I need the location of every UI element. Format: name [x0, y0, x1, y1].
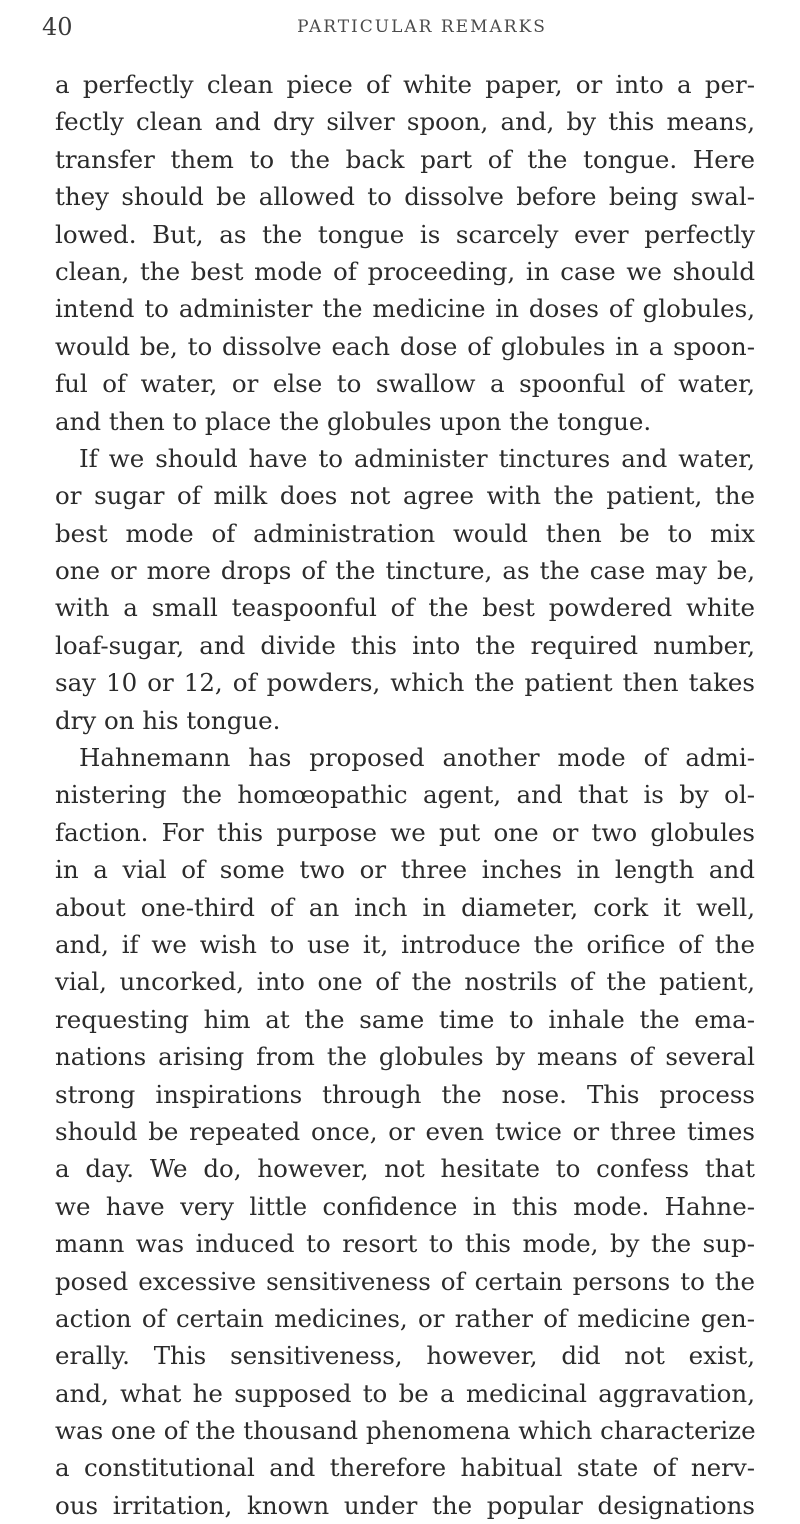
text-line: a constitutional and therefore habitual state of nerv- [55, 1453, 755, 1483]
text-line: and then to place the globules upon the tongue. [55, 406, 652, 436]
text-line: was one of the thousand phenomena which characterize [55, 1416, 756, 1446]
text-line: faction. For this purpose we put one or two globules [55, 817, 755, 847]
text-line: or sugar of milk does not agree with the patient, the [55, 481, 755, 511]
text-line: If we should have to administer tinctures and water, [79, 443, 755, 473]
text-line: about one-third of an inch in diameter, cork it well, [55, 892, 755, 922]
text-line: and, what he supposed to be a medicinal aggravation, [55, 1378, 755, 1408]
text-line: erally. This sensitiveness, however, did not exist, [55, 1341, 755, 1371]
text-line: ful of water, or else to swallow a spoonful of water, [55, 369, 755, 399]
text-line: and, if we wish to use it, introduce the orifice of the [55, 929, 755, 959]
text-line: they should be allowed to dissolve before being swal- [55, 182, 755, 212]
running-title: PARTICULAR REMARKS [297, 17, 547, 37]
text-line: transfer them to the back part of the tongue. Here [55, 144, 755, 174]
text-line: nistering the homœopathic agent, and that is by ol- [55, 780, 755, 810]
text-line: vial, uncorked, into one of the nostrils of the patient, [55, 967, 755, 997]
text-line: Hahnemann has proposed another mode of admi- [79, 743, 755, 773]
text-line: ous irritation, known under the popular designations [55, 1490, 755, 1520]
text-line: with a small teaspoonful of the best powdered white [55, 593, 755, 623]
text-line: we have very little confidence in this mode. Hahne- [55, 1191, 755, 1221]
text-line: best mode of administration would then be to mix [55, 518, 755, 548]
text-line: a day. We do, however, not hesitate to confess that [55, 1154, 755, 1184]
text-line: should be repeated once, or even twice or three times [55, 1116, 755, 1146]
page-number: 40 [42, 13, 73, 41]
text-line: mann was induced to resort to this mode, by the sup- [55, 1229, 755, 1259]
body-text [55, 66, 755, 1524]
text-line: in a vial of some two or three inches in length and [55, 855, 755, 885]
text-line: fectly clean and dry silver spoon, and, by this means, [55, 107, 755, 137]
text-line: say 10 or 12, of powders, which the patient then takes [55, 668, 755, 698]
text-line: action of certain medicines, or rather of medicine gen- [55, 1303, 755, 1333]
text-line: clean, the best mode of proceeding, in case we should [55, 256, 755, 286]
text-line: dry on his tongue. [55, 705, 281, 735]
text-line: posed excessive sensitiveness of certain persons to the [55, 1266, 755, 1296]
text-line: one or more drops of the tincture, as the case may be, [55, 556, 755, 586]
text-line: a perfectly clean piece of white paper, or into a per- [55, 70, 755, 99]
text-line: loaf-sugar, and divide this into the required number, [55, 630, 755, 660]
text-line: lowed. But, as the tongue is scarcely ever perfectly [55, 219, 755, 249]
text-line: intend to administer the medicine in doses of globules, [55, 294, 755, 324]
text-line: requesting him at the same time to inhale the ema- [55, 1004, 755, 1034]
text-line: nations arising from the globules by means of several [55, 1042, 755, 1072]
text-line: would be, to dissolve each dose of globules in a spoon- [55, 331, 755, 361]
running-header [42, 10, 762, 44]
text-line: strong inspirations through the nose. This process [55, 1079, 755, 1109]
